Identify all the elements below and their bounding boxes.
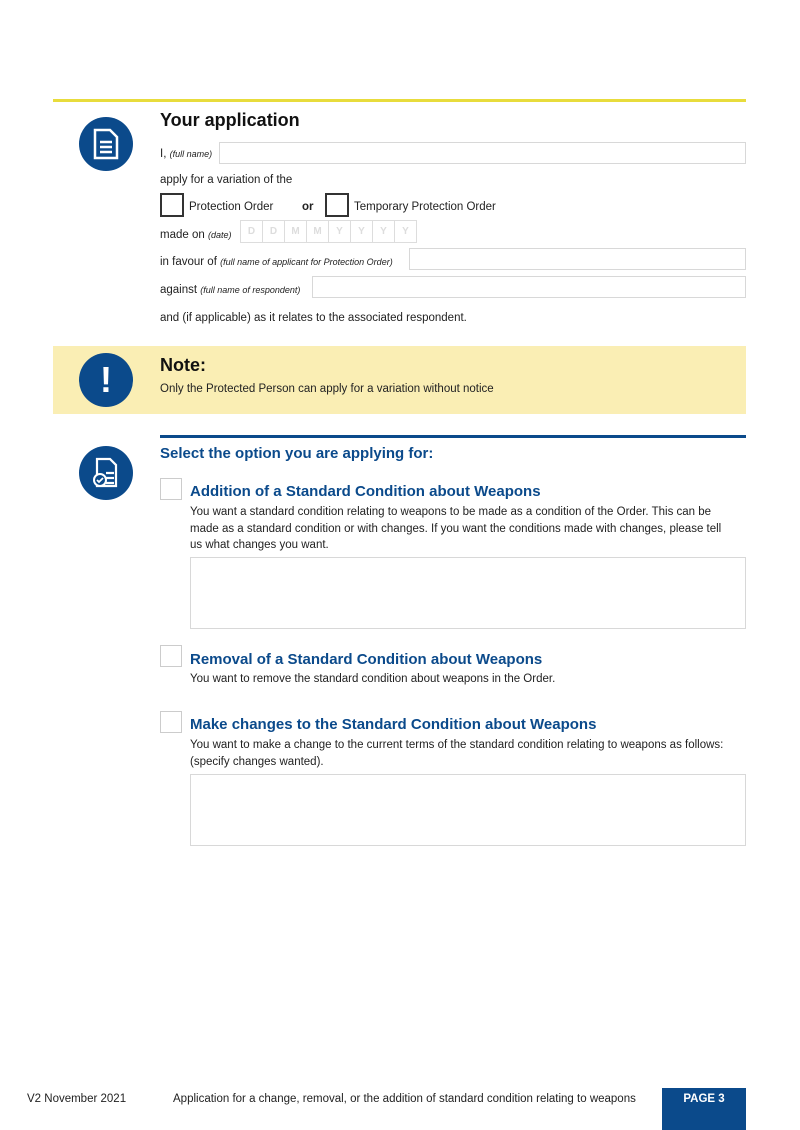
date-year-box[interactable]: Y — [394, 220, 417, 243]
applicant-name-input[interactable] — [409, 248, 746, 270]
in-favour-hint: (full name of applicant for Protection Order) — [220, 257, 393, 267]
against-hint: (full name of respondent) — [200, 285, 301, 295]
exclamation-icon: ! — [79, 353, 133, 407]
date-month-box[interactable]: M — [306, 220, 329, 243]
closing-text: and (if applicable) as it relates to the associated respondent. — [160, 312, 467, 324]
option-heading: Removal of a Standard Condition about Weapons — [190, 651, 543, 668]
respondent-name-input[interactable] — [312, 276, 746, 298]
addition-checkbox[interactable] — [160, 478, 182, 500]
against-label: against — [160, 284, 198, 296]
addition-changes-textarea[interactable] — [190, 557, 746, 629]
full-name-hint: (full name) — [169, 149, 213, 159]
yellow-rule — [53, 99, 746, 102]
date-input[interactable] — [240, 220, 416, 243]
or-label: or — [302, 201, 314, 213]
made-on-label: made on — [160, 229, 205, 241]
protection-order-checkbox[interactable] — [160, 193, 184, 217]
option-description: You want to remove the standard condition about weapons in the Order. — [190, 673, 556, 685]
footer-title: Application for a change, removal, or the addition of standard condition relating to weapons — [173, 1093, 636, 1105]
date-year-box[interactable]: Y — [328, 220, 351, 243]
footer-version: V2 November 2021 — [27, 1093, 127, 1105]
full-name-input[interactable] — [219, 142, 746, 164]
option-description: You want to make a change to the current terms of the standard condition relating to weapons as follows: (specify changes wanted). — [190, 739, 724, 768]
options-title: Select the option you are applying for: — [160, 445, 434, 462]
temporary-protection-order-checkbox[interactable] — [325, 193, 349, 217]
apply-text: apply for a variation of the — [160, 174, 293, 186]
in-favour-label: in favour of — [160, 256, 217, 268]
removal-checkbox[interactable] — [160, 645, 182, 667]
document-icon — [79, 117, 133, 171]
document-check-icon — [79, 446, 133, 500]
date-year-box[interactable]: Y — [350, 220, 373, 243]
make-changes-textarea[interactable] — [190, 774, 746, 846]
make-changes-checkbox[interactable] — [160, 711, 182, 733]
date-year-box[interactable]: Y — [372, 220, 395, 243]
date-month-box[interactable]: M — [284, 220, 307, 243]
i-label: I, — [160, 148, 167, 160]
option-heading: Make changes to the Standard Condition about Weapons — [190, 716, 597, 733]
option-heading: Addition of a Standard Condition about Weapons — [190, 483, 541, 500]
note-title: Note: — [160, 355, 206, 375]
option-description: You want a standard condition relating to weapons to be made as a condition of the Order. This can be made as a standard condition or with changes. If you want the conditions made with changes, please tell us what changes you want. — [190, 506, 722, 551]
note-box — [53, 346, 746, 414]
date-day-box[interactable]: D — [240, 220, 263, 243]
protection-order-label: Protection Order — [189, 201, 274, 213]
blue-rule — [160, 435, 746, 438]
temporary-protection-order-label: Temporary Protection Order — [354, 201, 496, 213]
page-number: PAGE 3 — [662, 1088, 746, 1130]
note-text: Only the Protected Person can apply for a variation without notice — [160, 383, 494, 395]
section-title: Your application — [160, 110, 300, 130]
date-hint: (date) — [207, 230, 232, 240]
date-day-box[interactable]: D — [262, 220, 285, 243]
